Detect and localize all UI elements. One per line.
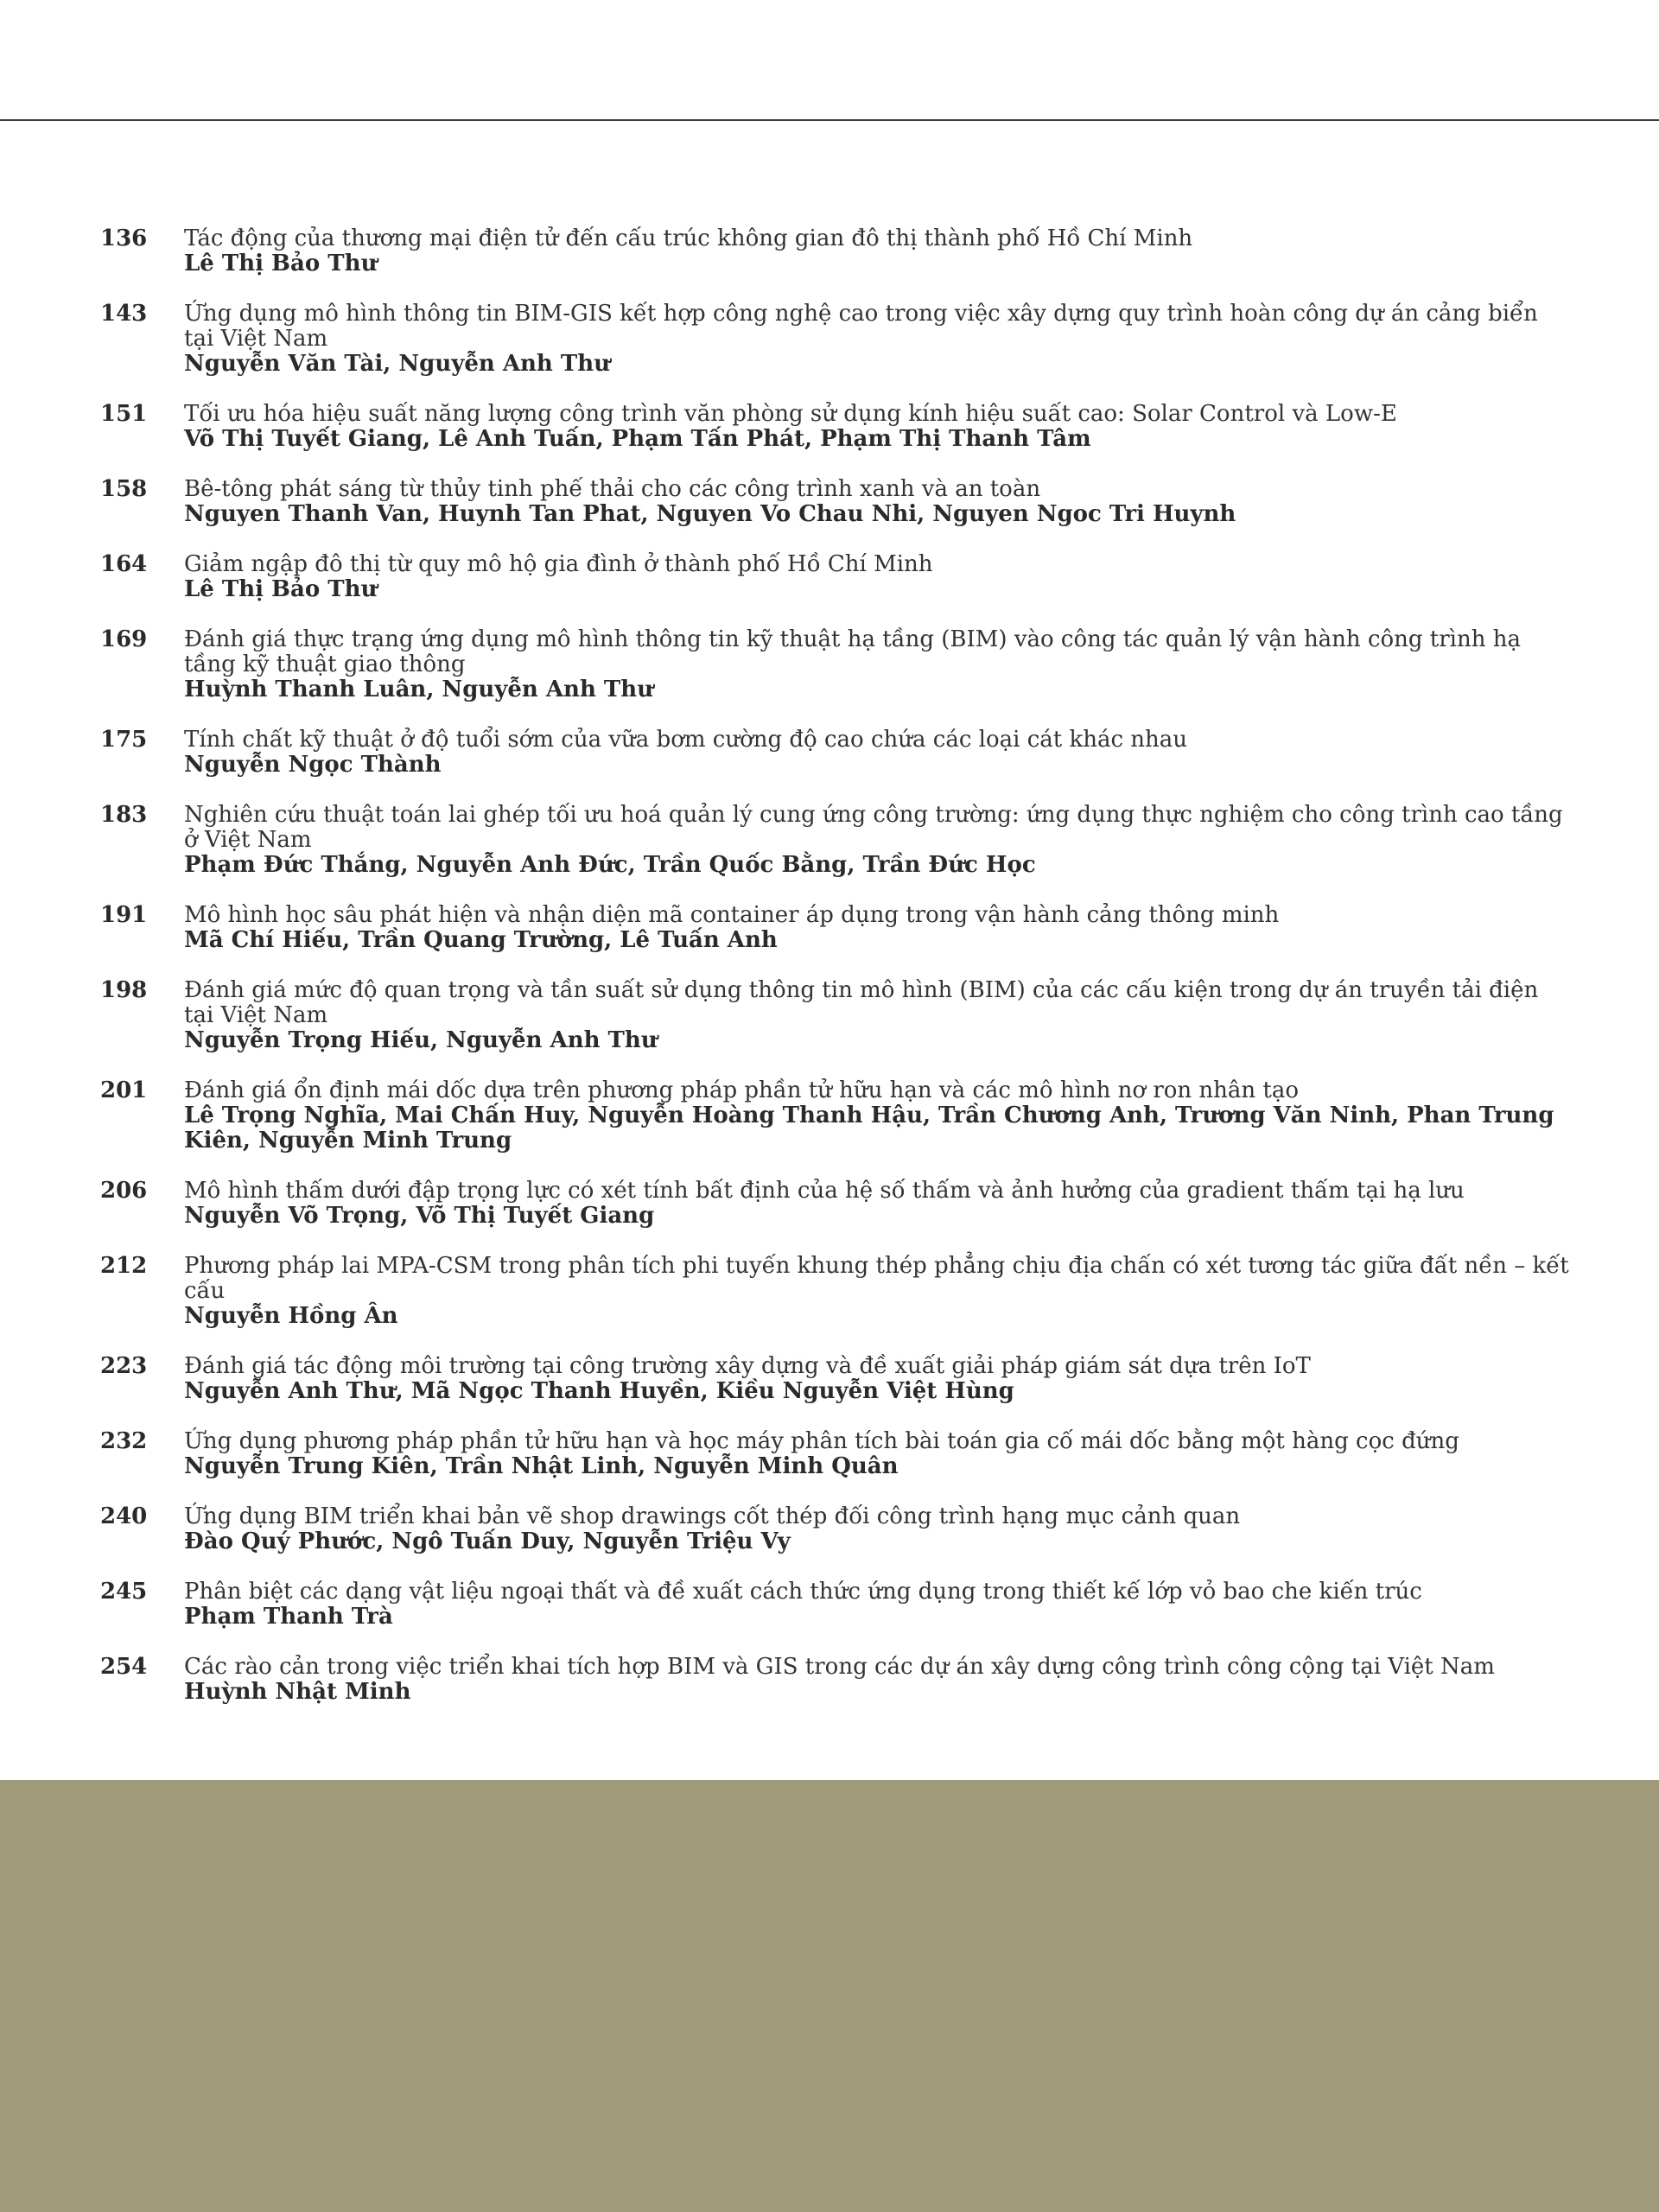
article-title: Đánh giá thực trạng ứng dụng mô hình thông tin kỹ thuật hạ tầng (BIM) vào công tác quản lý vận hành công trình hạ tầng kỹ thuật giao thông [184,626,1521,677]
article-authors: Nguyễn Ngọc Thành [184,752,442,778]
toc-entry [100,226,1569,276]
article-authors: Võ Thị Tuyết Giang, Lê Anh Tuấn, Phạm Tấn Phát, Phạm Thị Thanh Tâm [184,426,1091,452]
entry-body [184,1078,1569,1154]
article-authors: Nguyễn Trọng Hiếu, Nguyễn Anh Thư [184,1027,658,1053]
page-number: 183 [100,802,148,828]
article-title: Ứng dụng mô hình thông tin BIM-GIS kết hợp công nghệ cao trong việc xây dựng quy trình hoàn công dự án cảng biển tại Việt Nam [184,301,1538,352]
toc-entry [100,728,1569,778]
page-number: 245 [100,1579,148,1605]
article-title: Bê-tông phát sáng từ thủy tinh phế thải cho các công trình xanh và an toàn [184,476,1041,502]
article-authors: Nguyễn Trung Kiên, Trần Nhật Linh, Nguyễn Minh Quân [184,1453,899,1479]
toc-entry [100,302,1569,377]
article-authors: Mã Chí Hiếu, Trần Quang Trường, Lê Tuấn Anh [184,927,778,953]
toc-entry [100,627,1569,702]
article-title: Phân biệt các dạng vật liệu ngoại thất và đề xuất cách thức ứng dụng trong thiết kế lớp vỏ bao che kiến trúc [184,1579,1422,1605]
header-rule [0,119,1659,121]
toc-entry [100,1078,1569,1154]
entry-body [184,1429,1569,1479]
article-authors: Lê Trọng Nghĩa, Mai Chấn Huy, Nguyễn Hoàng Thanh Hậu, Trần Chương Anh, Trương Văn Ninh, Phan Trung Kiên, Nguyễn Minh Trung [184,1103,1554,1154]
article-title: Đánh giá tác động môi trường tại công trường xây dựng và đề xuất giải pháp giám sát dựa trên IoT [184,1353,1311,1379]
toc-entry [100,402,1569,452]
article-title: Ứng dụng phương pháp phần tử hữu hạn và học máy phân tích bài toán gia cố mái dốc bằng một hàng cọc đứng [184,1428,1459,1454]
toc-entry [100,1179,1569,1229]
table-of-contents [100,226,1569,1730]
page-number: 151 [100,401,148,427]
entry-body [184,552,1569,602]
article-authors: Nguyễn Võ Trọng, Võ Thị Tuyết Giang [184,1203,655,1229]
entry-body [184,627,1569,702]
toc-entry [100,1504,1569,1554]
article-title: Các rào cản trong việc triển khai tích hợp BIM và GIS trong các dự án xây dựng công trình công cộng tại Việt Nam [184,1654,1495,1680]
entry-body [184,1655,1569,1705]
toc-entry [100,477,1569,527]
article-authors: Lê Thị Bảo Thư [184,251,378,276]
entry-body [184,402,1569,452]
entry-body [184,803,1569,878]
article-title: Phương pháp lai MPA-CSM trong phân tích phi tuyến khung thép phẳng chịu địa chấn có xét tương tác giữa đất nền – kết cấu [184,1253,1569,1304]
article-title: Tối ưu hóa hiệu suất năng lượng công trình văn phòng sử dụng kính hiệu suất cao: Solar Control và Low-E [184,401,1397,427]
article-authors: Nguyễn Anh Thư, Mã Ngọc Thanh Huyền, Kiều Nguyễn Việt Hùng [184,1378,1014,1404]
toc-entry [100,978,1569,1053]
article-title: Ứng dụng BIM triển khai bản vẽ shop drawings cốt thép đối công trình hạng mục cảnh quan [184,1503,1241,1529]
entry-body [184,1179,1569,1229]
article-title: Mô hình học sâu phát hiện và nhận diện mã container áp dụng trong vận hành cảng thông minh [184,902,1280,928]
toc-entry [100,903,1569,953]
entry-body [184,978,1569,1053]
article-title: Tác động của thương mại điện tử đến cấu trúc không gian đô thị thành phố Hồ Chí Minh [184,226,1193,251]
toc-entry [100,552,1569,602]
article-title: Đánh giá ổn định mái dốc dựa trên phương pháp phần tử hữu hạn và các mô hình nơ ron nhân tạo [184,1077,1300,1103]
page-number: 232 [100,1428,148,1454]
page-number: 198 [100,977,148,1003]
toc-entry [100,1354,1569,1404]
toc-entry [100,1580,1569,1630]
entry-body [184,477,1569,527]
toc-entry [100,803,1569,878]
page-number: 201 [100,1077,148,1103]
article-authors: Nguyễn Hồng Ân [184,1303,398,1329]
page-number: 191 [100,902,148,928]
article-authors: Huỳnh Nhật Minh [184,1679,411,1705]
article-authors: Phạm Thanh Trà [184,1604,393,1630]
page-number: 223 [100,1353,148,1379]
toc-entry [100,1655,1569,1705]
entry-body [184,1580,1569,1630]
page-number: 136 [100,226,148,251]
article-authors: Nguyen Thanh Van, Huynh Tan Phat, Nguyen Vo Chau Nhi, Nguyen Ngoc Tri Huynh [184,501,1236,527]
article-authors: Lê Thị Bảo Thư [184,576,378,602]
article-authors: Phạm Đức Thắng, Nguyễn Anh Đức, Trần Quốc Bằng, Trần Đức Học [184,852,1036,878]
page-number: 206 [100,1178,148,1204]
article-title: Giảm ngập đô thị từ quy mô hộ gia đình ở thành phố Hồ Chí Minh [184,551,933,577]
entry-body [184,1254,1569,1329]
article-title: Tính chất kỹ thuật ở độ tuổi sớm của vữa bơm cường độ cao chứa các loại cát khác nhau [184,727,1188,753]
footer-color-band [0,1780,1659,2212]
entry-body [184,903,1569,953]
page-number: 240 [100,1503,148,1529]
page-number: 158 [100,476,148,502]
page-number: 212 [100,1253,148,1279]
article-authors: Nguyễn Văn Tài, Nguyễn Anh Thư [184,351,611,377]
toc-entry [100,1429,1569,1479]
page-number: 175 [100,727,148,753]
article-title: Mô hình thấm dưới đập trọng lực có xét tính bất định của hệ số thấm và ảnh hưởng của gradient thấm tại hạ lưu [184,1178,1465,1204]
entry-body [184,226,1569,276]
article-authors: Đào Quý Phước, Ngô Tuấn Duy, Nguyễn Triệu Vy [184,1529,791,1554]
page-number: 169 [100,626,148,652]
article-authors: Huỳnh Thanh Luân, Nguyễn Anh Thư [184,677,654,702]
entry-body [184,1504,1569,1554]
page-number: 164 [100,551,148,577]
article-title: Đánh giá mức độ quan trọng và tần suất sử dụng thông tin mô hình (BIM) của các cấu kiện trong dự án truyền tải điện tại Việt Nam [184,977,1539,1028]
article-title: Nghiên cứu thuật toán lai ghép tối ưu hoá quản lý cung ứng công trường: ứng dụng thực nghiệm cho công trình cao tầng ở Việt Nam [184,802,1563,853]
toc-entry [100,1254,1569,1329]
page-number: 254 [100,1654,148,1680]
page-number: 143 [100,301,148,327]
entry-body [184,1354,1569,1404]
entry-body [184,728,1569,778]
entry-body [184,302,1569,377]
